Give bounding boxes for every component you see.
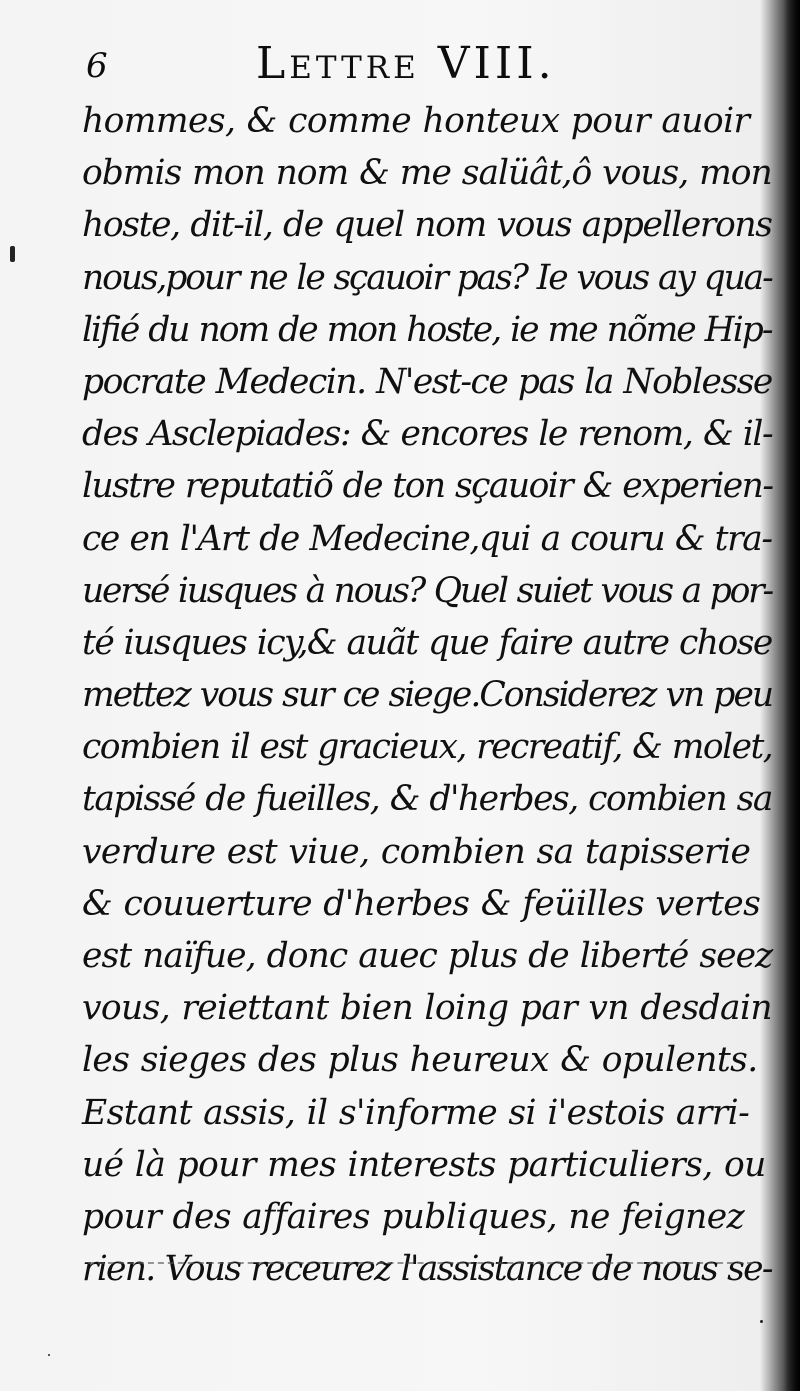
text-line: hommes, & comme honteux pour auoir [82,101,750,141]
running-head [86,38,786,98]
bottom-rule [88,1262,753,1264]
text-line: ce en l'Art de Medecine,qui a couru & tra- [82,518,772,559]
ink-speck [10,246,15,262]
text-line: lustre reputatiõ de ton sçauoir & experien- [82,466,773,507]
text-line: combien il est gracieux, recreatif, & molet, [82,727,773,768]
text-line: les sieges des plus heureux & opulents. [82,1040,758,1081]
ink-speck [760,1320,763,1323]
text-line: mettez vous sur ce siege.Considerez vn peu [82,675,773,716]
ink-speck [48,1354,50,1356]
text-line: & couuerture d'herbes & feüilles vertes [82,883,761,924]
text-line: tapissé de fueilles, & d'herbes, combien sa [82,779,772,820]
text-line: ué là pour mes interests particuliers, ou [82,1144,766,1185]
body-text [82,95,772,1295]
text-line: Estant assis, il s'informe si i'estois arri- [82,1092,750,1133]
page-number: 6 [86,46,108,86]
text-line: pocrate Medecin. N'est-ce pas la Noblesse [82,361,772,402]
text-line: uersé iusques à nous? Quel suiet vous a por- [82,570,772,611]
chapter-title: Lettre VIII. [256,38,556,89]
text-line: verdure est viue, combien sa tapisserie [82,831,751,872]
text-line: obmis mon nom & me salüât,ô vous, mon [82,153,772,194]
text-line: té iusques icy,& auãt que faire autre chose [82,622,772,663]
text-line: des Asclepiades: & encores le renom, & il- [82,414,773,455]
text-line: vous, reiettant bien loing par vn desdain [82,988,772,1029]
text-line: pour des affaires publiques, ne feignez [82,1196,745,1237]
text-line: rien. Vous receurez l'assistance de nous se- [82,1249,772,1290]
text-line: lifié du nom de mon hoste, ie me nõme Hip- [82,309,772,350]
page-edge-shadow [784,0,800,1391]
text-line: est naïfue, donc auec plus de liberté seez [82,936,773,976]
text-line: hoste, dit-il, de quel nom vous appellerons [82,205,772,246]
text-line: nous,pour ne le sçauoir pas? Ie vous ay qua- [82,257,772,298]
